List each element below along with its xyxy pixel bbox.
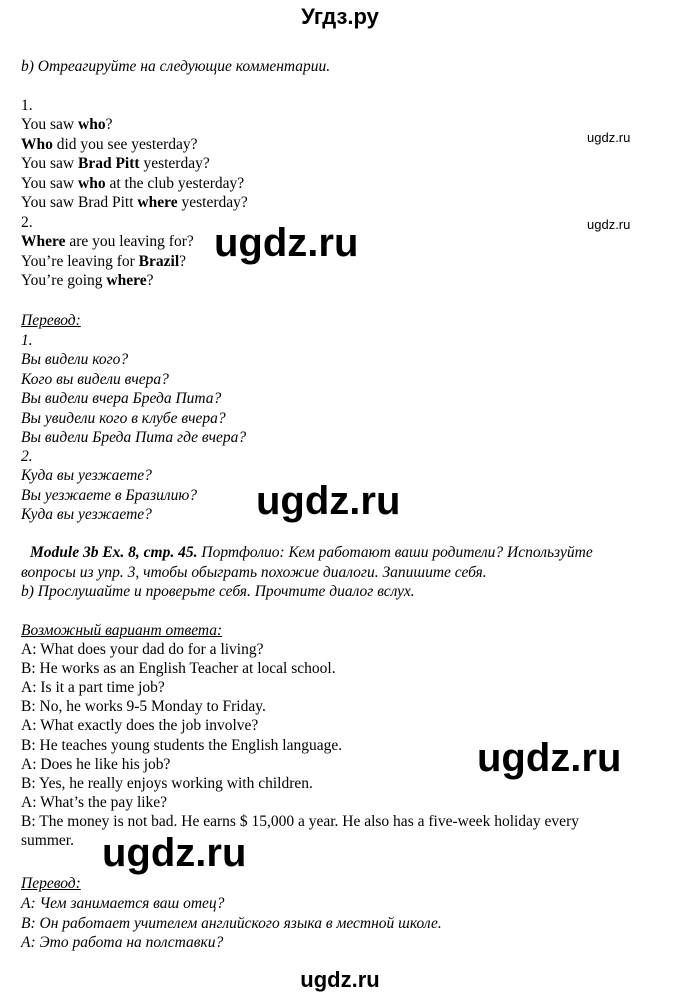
line-text: You saw: [21, 116, 78, 133]
text-line: A: What’s the pay like?: [21, 793, 168, 811]
text-line: A: Does he like his job?: [21, 755, 171, 773]
line-text: yesterday?: [177, 194, 248, 211]
emphasized-word: Who: [21, 135, 53, 153]
task-text: Портфолио: Кем работают ваши родители? Используйте: [197, 544, 593, 561]
text-line: A: What exactly does the job involve?: [21, 717, 259, 735]
watermark: ugdz.ru: [102, 831, 247, 875]
emphasized-word: where: [106, 272, 147, 289]
dialogue-line: [21, 135, 198, 154]
text-line: A: Is it a part time job?: [21, 679, 165, 697]
watermark: ugdz.ru: [587, 130, 631, 145]
line-text: ?: [146, 272, 154, 289]
watermark: ugdz.ru: [477, 736, 622, 780]
text-line: Вы видели вчера Бреда Пита?: [21, 390, 222, 407]
line-text: did you see yesterday?: [52, 135, 198, 153]
line-text: ?: [105, 116, 113, 133]
dialogue-line: [21, 115, 112, 134]
site-title: Угдз.ру: [301, 4, 379, 29]
text-line: B: Он работает учителем английского языка в местной школе.: [21, 914, 442, 932]
answer-heading: Возможный вариант ответа:: [21, 622, 223, 639]
text-line: Куда вы уезжаете?: [21, 467, 152, 484]
group-number: 2.: [21, 214, 33, 231]
group-number: 1.: [21, 97, 33, 114]
dialogue-line: [21, 193, 248, 212]
dialogue-line: [21, 154, 210, 173]
text-line: B: He teaches young students the English language.: [21, 736, 343, 754]
emphasized-word: Where: [21, 233, 66, 250]
line-text: You’re going: [21, 272, 107, 289]
line-text: You’re leaving for: [21, 252, 139, 270]
module-task-line-2: вопросы из упр. 3, чтобы обыграть похожие диалоги. Запишите себя.: [21, 564, 487, 581]
text-line: B: No, he works 9-5 Monday to Friday.: [21, 698, 266, 716]
text-line: B: The money is not bad. He earns $ 15,000 a year. He also has a five-week holiday every: [21, 812, 579, 830]
group-number: 1.: [21, 332, 33, 349]
text-line: A: Это работа на полставки?: [21, 934, 224, 951]
watermark: ugdz.ru: [587, 217, 631, 232]
text-line: B: Yes, he really enjoys working with children.: [21, 774, 313, 792]
text-line: B: He works as an English Teacher at local school.: [21, 660, 336, 678]
line-text: ?: [179, 252, 187, 270]
module-task-line-3: b) Прослушайте и проверьте себя. Прочтите диалог вслух.: [21, 583, 415, 600]
dialogue-line: [21, 174, 244, 193]
translation-heading: Перевод:: [21, 875, 81, 892]
emphasized-word: who: [78, 116, 106, 133]
footer-watermark: ugdz.ru: [300, 967, 380, 992]
text-line: summer.: [21, 832, 74, 849]
group-number: 2.: [21, 448, 33, 465]
text-line: Куда вы уезжаете?: [21, 506, 152, 523]
module-task-line-1: [30, 543, 593, 562]
exercise-instruction: b) Отреагируйте на следующие комментарии.: [21, 58, 331, 75]
emphasized-word: who: [78, 174, 106, 192]
dialogue-line: [21, 252, 186, 271]
emphasized-word: Brazil: [138, 252, 180, 270]
line-text: at the club yesterday?: [105, 174, 245, 192]
line-text: You saw Brad Pitt: [21, 194, 138, 211]
text-line: Вы увидели кого в клубе вчера?: [21, 409, 226, 427]
watermark: ugdz.ru: [256, 479, 401, 523]
dialogue-line: [21, 271, 153, 290]
text-line: Вы видели кого?: [21, 351, 129, 368]
text-line: Вы уезжаете в Бразилию?: [21, 486, 198, 504]
text-line: A: Чем занимается ваш отец?: [21, 895, 225, 912]
watermark: ugdz.ru: [214, 221, 359, 265]
module-reference: Module 3b Ex. 8, стр. 45.: [30, 544, 198, 561]
line-text: are you leaving for?: [65, 233, 194, 250]
text-line: Вы видели Бреда Пита где вчера?: [21, 429, 247, 446]
text-line: Кого вы видели вчера?: [21, 370, 169, 388]
dialogue-line: [21, 232, 194, 251]
line-text: You saw: [21, 174, 78, 192]
translation-heading: Перевод:: [21, 312, 81, 329]
emphasized-word: where: [137, 194, 178, 211]
text-line: A: What does your dad do for a living?: [21, 641, 264, 658]
line-text: yesterday?: [139, 155, 210, 172]
line-text: You saw: [21, 155, 78, 172]
emphasized-word: Brad Pitt: [78, 155, 140, 172]
